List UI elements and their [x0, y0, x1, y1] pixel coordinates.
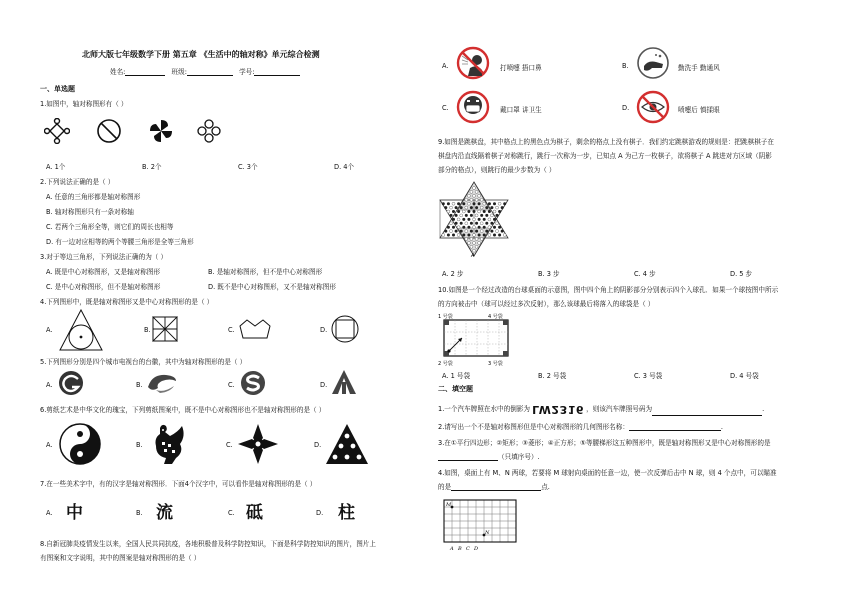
- q9-option-c[interactable]: C. 4 步: [634, 270, 656, 278]
- q5-option-d[interactable]: D.: [320, 381, 328, 389]
- q3-option-b[interactable]: B. 是轴对称图形，但不是中心对称图形: [208, 268, 323, 276]
- q1-stem: 1.如图中，轴对称图形有（ ）: [40, 100, 128, 108]
- checker-piece: [447, 226, 450, 229]
- q4-pinwheel-square-icon: [152, 316, 178, 342]
- checker-hole: [480, 238, 483, 241]
- q8-caption-d: 喷嚏后 慎揉眼: [678, 106, 720, 114]
- checker-piece: [460, 230, 463, 233]
- fill3-line1: 3.在①平行四边形；②矩形；③菱形；④正方形；⑤等腰梯形这五种图形中，既是轴对称图形又是中心对称图形的是: [438, 439, 771, 447]
- q6-yin-yang-icon: [58, 422, 102, 466]
- fill4-answer-blank[interactable]: [451, 484, 541, 491]
- checker-piece: [501, 206, 504, 209]
- q7-char-liu: 流: [156, 503, 173, 523]
- checker-piece: [457, 202, 460, 205]
- checker-piece: [485, 230, 488, 233]
- checker-hole: [470, 198, 473, 201]
- checker-hole: [488, 218, 491, 221]
- q9-checkers-board-diagram: [438, 180, 510, 258]
- q10-option-d[interactable]: D. 4 号袋: [730, 372, 759, 380]
- checker-piece: [475, 206, 478, 209]
- checker-piece: [483, 234, 486, 237]
- id-label: 学号:: [239, 68, 255, 76]
- q5-option-a[interactable]: A.: [46, 381, 53, 389]
- q6-option-d[interactable]: D.: [314, 441, 322, 449]
- student-info: [110, 66, 300, 76]
- checker-piece: [457, 210, 460, 213]
- checker-piece: [475, 230, 478, 233]
- checker-piece: [493, 234, 496, 237]
- q10-pocket-4-label: 4 号袋: [488, 314, 503, 320]
- q8-wash-hands-icon: [636, 46, 670, 80]
- checker-hole: [480, 222, 483, 225]
- checker-hole: [447, 210, 450, 213]
- checker-piece: [503, 202, 506, 205]
- q8-caption-a: 打喷嚏 捂口鼻: [500, 64, 542, 72]
- q10-pocket-1-label: 1 号袋: [438, 314, 453, 320]
- checker-piece: [478, 226, 481, 229]
- checker-piece: [467, 218, 470, 221]
- q6-option-a[interactable]: A.: [46, 441, 53, 449]
- q1-option-a[interactable]: A. 1个: [46, 163, 66, 171]
- checker-piece: [488, 202, 491, 205]
- checker-piece: [490, 230, 493, 233]
- q10-option-a[interactable]: A. 1 号袋: [442, 372, 471, 380]
- checker-hole: [475, 190, 478, 193]
- checker-piece: [444, 206, 447, 209]
- q4-crown-icon: [238, 318, 272, 340]
- q8-stem-line2: 有图案和文字说明，其中的图案是轴对称图形的是（ ）: [40, 554, 201, 562]
- checker-hole: [467, 202, 470, 205]
- checker-piece: [465, 214, 468, 217]
- checker-piece: [496, 214, 499, 217]
- checker-hole: [478, 194, 481, 197]
- checker-hole: [475, 214, 478, 217]
- fill4-m-label: M: [446, 502, 452, 508]
- checker-hole: [470, 245, 473, 248]
- checker-hole: [473, 194, 476, 197]
- class-field[interactable]: [187, 69, 233, 76]
- checker-hole: [450, 222, 453, 225]
- checker-hole: [473, 226, 476, 229]
- q8-no-rub-eyes-icon: [636, 90, 670, 124]
- checker-hole: [473, 234, 476, 237]
- q8-option-b[interactable]: B.: [622, 62, 629, 70]
- name-field[interactable]: [125, 69, 165, 76]
- section-fill-in: 二、填空题: [438, 385, 473, 393]
- checker-hole: [470, 238, 473, 241]
- fill1-end: .: [762, 405, 765, 413]
- checker-hole: [488, 226, 491, 229]
- q1-figure-rings-icon: [196, 118, 222, 144]
- fill4-point-d-label: D: [474, 546, 479, 552]
- q6-triangle-papercut-icon: [324, 422, 370, 466]
- checker-hole: [496, 206, 499, 209]
- q2-option-b[interactable]: B. 轴对称图形只有一条对称轴: [46, 208, 134, 216]
- q9-line2: 棋盘内沿直线隔着棋子对称跳行，跳行一次称为一步，已知点 A 为己方一枚棋子，欲将棋子 A 跳进对方区域（阴影: [438, 152, 772, 160]
- checker-hole: [450, 230, 453, 233]
- q8-caption-c: 戴口罩 讲卫生: [500, 106, 542, 114]
- q7-char-zhong: 中: [66, 503, 83, 523]
- fill2-end: .: [720, 423, 724, 431]
- checker-piece: [485, 222, 488, 225]
- checker-hole: [478, 210, 481, 213]
- q3-option-a[interactable]: A. 既是中心对称图形，又是轴对称图形: [46, 268, 161, 276]
- q9-line1: 9.如图是跳棋盘，其中格点上的黑色点为棋子，剩余的格点上没有棋子．我们约定跳棋游戏的规则是：把跳棋棋子在: [438, 138, 774, 146]
- q2-stem: 2.下列说法正确的是（ ）: [40, 178, 115, 186]
- q8-caption-b: 勤洗手 勤通风: [678, 64, 720, 72]
- checker-piece: [452, 234, 455, 237]
- q7-stem: 7.在一些美术字中，有的汉字是轴对称图形．下面4个汉字中，可以看作是轴对称图形的是（ ）: [40, 480, 317, 488]
- checker-piece: [498, 234, 501, 237]
- left-column: [36, 0, 436, 608]
- checker-hole: [457, 234, 460, 237]
- q8-option-d[interactable]: D.: [622, 104, 630, 112]
- fill1: [438, 403, 764, 416]
- checker-piece: [490, 206, 493, 209]
- checker-hole: [442, 234, 445, 237]
- id-field[interactable]: [254, 69, 300, 76]
- checker-piece: [455, 214, 458, 217]
- checker-hole: [450, 206, 453, 209]
- fill4-grid-table-diagram: [438, 496, 520, 554]
- q1-option-c[interactable]: C. 3个: [238, 163, 258, 171]
- q8-option-c[interactable]: C.: [442, 104, 449, 112]
- checker-hole: [465, 198, 468, 201]
- q5-option-b[interactable]: B.: [136, 381, 143, 389]
- q10-billiard-table-diagram: [438, 312, 518, 368]
- fill3-line2: （只填序号）.: [498, 453, 540, 461]
- fill3-line2-wrap: [438, 451, 540, 461]
- q6-flower-papercut-icon: [236, 422, 280, 466]
- checker-piece: [447, 234, 450, 237]
- q4-option-d[interactable]: D.: [320, 326, 328, 334]
- checker-hole: [465, 238, 468, 241]
- q6-option-c[interactable]: C.: [226, 441, 233, 449]
- checker-hole: [467, 241, 470, 244]
- checker-hole: [503, 234, 506, 237]
- q3-stem: 3.对于等边三角形，下列说法正确的为（ ）: [40, 253, 168, 261]
- checker-piece: [480, 214, 483, 217]
- fill1-reflected-plate: LW2316: [532, 403, 585, 416]
- checker-piece: [483, 218, 486, 221]
- q1-option-b[interactable]: B. 2个: [142, 163, 162, 171]
- checker-piece: [498, 226, 501, 229]
- checker-hole: [452, 202, 455, 205]
- q9-option-d[interactable]: D. 5 步: [730, 270, 753, 278]
- checker-piece: [488, 210, 491, 213]
- q4-option-a[interactable]: A.: [46, 326, 53, 334]
- q8-stem-line1: 8.自新冠肺炎疫情发生以来，全国人民共同抗疫，各地积极普及科学防控知识，下面是科学防控知识的图片，图片上: [40, 540, 376, 548]
- q1-option-d[interactable]: D. 4个: [334, 163, 355, 171]
- checker-hole: [490, 214, 493, 217]
- q1-figure-pinwheel-icon: [148, 118, 174, 144]
- checker-piece: [470, 214, 473, 217]
- q10-line2: 的方向被击中（球可以经过多次反射），那么该球最后将落入的球袋是（ ）: [438, 300, 655, 308]
- q9-option-b[interactable]: B. 3 步: [538, 270, 560, 278]
- checker-hole: [473, 249, 476, 252]
- q4-stem: 4.下列图形中，既是轴对称图形又是中心对称图形的是（ ）: [40, 298, 214, 306]
- q8-option-a[interactable]: A.: [442, 62, 449, 70]
- checker-hole: [483, 202, 486, 205]
- q8-sneeze-cover-icon: [456, 46, 490, 80]
- q5-stem: 5.下列图形分别是四个城市电视台的台徽，其中为轴对称图形的是（ ）: [40, 358, 247, 366]
- checker-piece: [442, 202, 445, 205]
- class-label: 班级:: [171, 68, 187, 76]
- checker-piece: [501, 230, 504, 233]
- checker-piece: [452, 226, 455, 229]
- checker-piece: [467, 234, 470, 237]
- q10-pocket-2-label: 2 号袋: [438, 361, 453, 367]
- q5-option-c[interactable]: C.: [228, 381, 235, 389]
- right-column: [438, 0, 838, 608]
- fill4-line2-start: 的是: [438, 483, 452, 491]
- checker-hole: [475, 245, 478, 248]
- q4-option-c[interactable]: C.: [228, 326, 235, 334]
- q5-logo-c-icon: [240, 370, 266, 396]
- q3-option-c[interactable]: C. 是中心对称图形，但不是轴对称图形: [46, 283, 161, 291]
- checker-hole: [498, 202, 501, 205]
- q7-char-di: 砥: [246, 503, 263, 523]
- fill4-point-b-label: B: [458, 546, 462, 552]
- q5-logo-b-icon: [146, 372, 178, 394]
- fill4-point-a-label: A: [450, 546, 454, 552]
- q10-option-b[interactable]: B. 2 号袋: [538, 372, 567, 380]
- checker-piece: [452, 210, 455, 213]
- q9-point-label: A: [471, 253, 475, 258]
- q2-option-c[interactable]: C. 若两个三角形全等，则它们的周长也相等: [46, 223, 174, 231]
- q6-stem: 6.剪纸艺术是中华文化的瑰宝，下列剪纸图案中，既不是中心对称图形也不是轴对称图形的是（ ）: [40, 406, 326, 414]
- checker-piece: [470, 230, 473, 233]
- q4-circle-square-icon: [330, 314, 360, 344]
- checker-piece: [455, 222, 458, 225]
- checker-piece: [478, 218, 481, 221]
- checker-piece: [467, 210, 470, 213]
- checker-piece: [460, 222, 463, 225]
- checker-hole: [462, 210, 465, 213]
- q1-figure-knot-icon: [44, 118, 70, 144]
- checker-piece: [478, 202, 481, 205]
- section-single-choice: 一、单选题: [40, 85, 75, 93]
- q9-line3: 部分的格点），则跳行的最少步数为（ ）: [438, 166, 556, 174]
- fill3-answer-blank[interactable]: [438, 454, 498, 461]
- fill1-text: 1.一个汽车牌照在水中的倒影为: [438, 405, 531, 413]
- q7-option-d[interactable]: D.: [316, 509, 324, 517]
- q7-char-zhu: 柱: [338, 503, 355, 523]
- checker-hole: [467, 194, 470, 197]
- q10-option-c[interactable]: C. 3 号袋: [634, 372, 663, 380]
- checker-hole: [493, 210, 496, 213]
- fill2-answer-blank[interactable]: [629, 423, 724, 431]
- checker-piece: [447, 202, 450, 205]
- checker-piece: [462, 234, 465, 237]
- checker-hole: [478, 241, 481, 244]
- checker-piece: [490, 222, 493, 225]
- checker-piece: [483, 210, 486, 213]
- q3-option-d[interactable]: D. 既不是中心对称图形，又不是轴对称图形: [208, 283, 336, 291]
- checker-piece: [462, 202, 465, 205]
- fill4-line2-end: 点.: [541, 483, 550, 491]
- checker-piece: [460, 206, 463, 209]
- checker-piece: [452, 218, 455, 221]
- q4-option-b[interactable]: B.: [144, 326, 151, 334]
- checker-piece: [473, 210, 476, 213]
- fill4-line2-wrap: [438, 481, 550, 491]
- checker-piece: [475, 222, 478, 225]
- q10-pocket-3-label: 3 号袋: [488, 361, 503, 367]
- q5-logo-d-icon: [330, 368, 358, 396]
- checker-piece: [462, 226, 465, 229]
- checker-piece: [485, 214, 488, 217]
- checker-piece: [462, 218, 465, 221]
- fill4-line1: 4.如图，桌面上有 M、N 两球，若要将 M 球射向桌面的任意一边，使一次反弹后击中 N 球，则 4 个点中，可以瞄准: [438, 469, 777, 477]
- checker-hole: [480, 230, 483, 233]
- q6-option-b[interactable]: B.: [136, 441, 143, 449]
- q8-mask-icon: [456, 90, 490, 124]
- checker-piece: [450, 214, 453, 217]
- q9-option-a[interactable]: A. 2 步: [442, 270, 464, 278]
- q4-triangle-circle-icon: [58, 308, 104, 352]
- checker-piece: [498, 210, 501, 213]
- checker-piece: [444, 230, 447, 233]
- checker-piece: [485, 206, 488, 209]
- checker-piece: [483, 226, 486, 229]
- fill1-answer-blank[interactable]: [652, 409, 762, 416]
- checker-hole: [465, 206, 468, 209]
- fill4-n-label: N: [485, 530, 490, 536]
- q7-option-c[interactable]: C.: [228, 509, 235, 517]
- checker-hole: [480, 206, 483, 209]
- checker-piece: [455, 230, 458, 233]
- fill1-tail: ，则该汽车牌照号码为: [586, 405, 653, 413]
- exam-title: 北师大版七年级数学下册 第五章 《生活中的轴对称》单元综合检测: [82, 50, 320, 59]
- checker-hole: [473, 187, 476, 190]
- checker-piece: [493, 202, 496, 205]
- checker-hole: [480, 198, 483, 201]
- fill2-text: 2.请写出一个不是轴对称图形但是中心对称图形的几何图形名称：: [438, 423, 629, 431]
- checker-piece: [455, 206, 458, 209]
- q7-option-a[interactable]: A.: [46, 509, 53, 517]
- checker-hole: [465, 222, 468, 225]
- checker-piece: [473, 202, 476, 205]
- q6-rooster-papercut-icon: [148, 422, 188, 466]
- checker-piece: [470, 206, 473, 209]
- checker-piece: [470, 222, 473, 225]
- checker-piece: [478, 234, 481, 237]
- checker-hole: [470, 190, 473, 193]
- checker-hole: [457, 226, 460, 229]
- q7-option-b[interactable]: B.: [136, 509, 143, 517]
- q10-line1: 10.如图是一个经过改造的台球桌面的示意图，图中四个角上的阴影部分分别表示四个入球孔．如果一个球按图中所示: [438, 286, 779, 294]
- q1-figure-no-sign-icon: [96, 118, 122, 144]
- checker-piece: [493, 218, 496, 221]
- checker-hole: [496, 222, 499, 225]
- q2-option-a[interactable]: A. 任意的三角形都是轴对称图形: [46, 193, 141, 201]
- checker-hole: [488, 234, 491, 237]
- fill4-point-c-label: C: [466, 546, 470, 552]
- checker-hole: [473, 241, 476, 244]
- checker-hole: [475, 198, 478, 201]
- checker-piece: [467, 226, 470, 229]
- fill2: [438, 421, 723, 431]
- checker-hole: [457, 218, 460, 221]
- checker-hole: [465, 230, 468, 233]
- checker-hole: [496, 230, 499, 233]
- checker-hole: [460, 214, 463, 217]
- name-label: 姓名:: [110, 68, 126, 76]
- q2-option-d[interactable]: D. 有一边对应相等的两个等腰三角形是全等三角形: [46, 238, 194, 246]
- checker-hole: [473, 218, 476, 221]
- checker-piece: [493, 226, 496, 229]
- q5-logo-a-icon: [58, 370, 84, 396]
- checker-hole: [475, 238, 478, 241]
